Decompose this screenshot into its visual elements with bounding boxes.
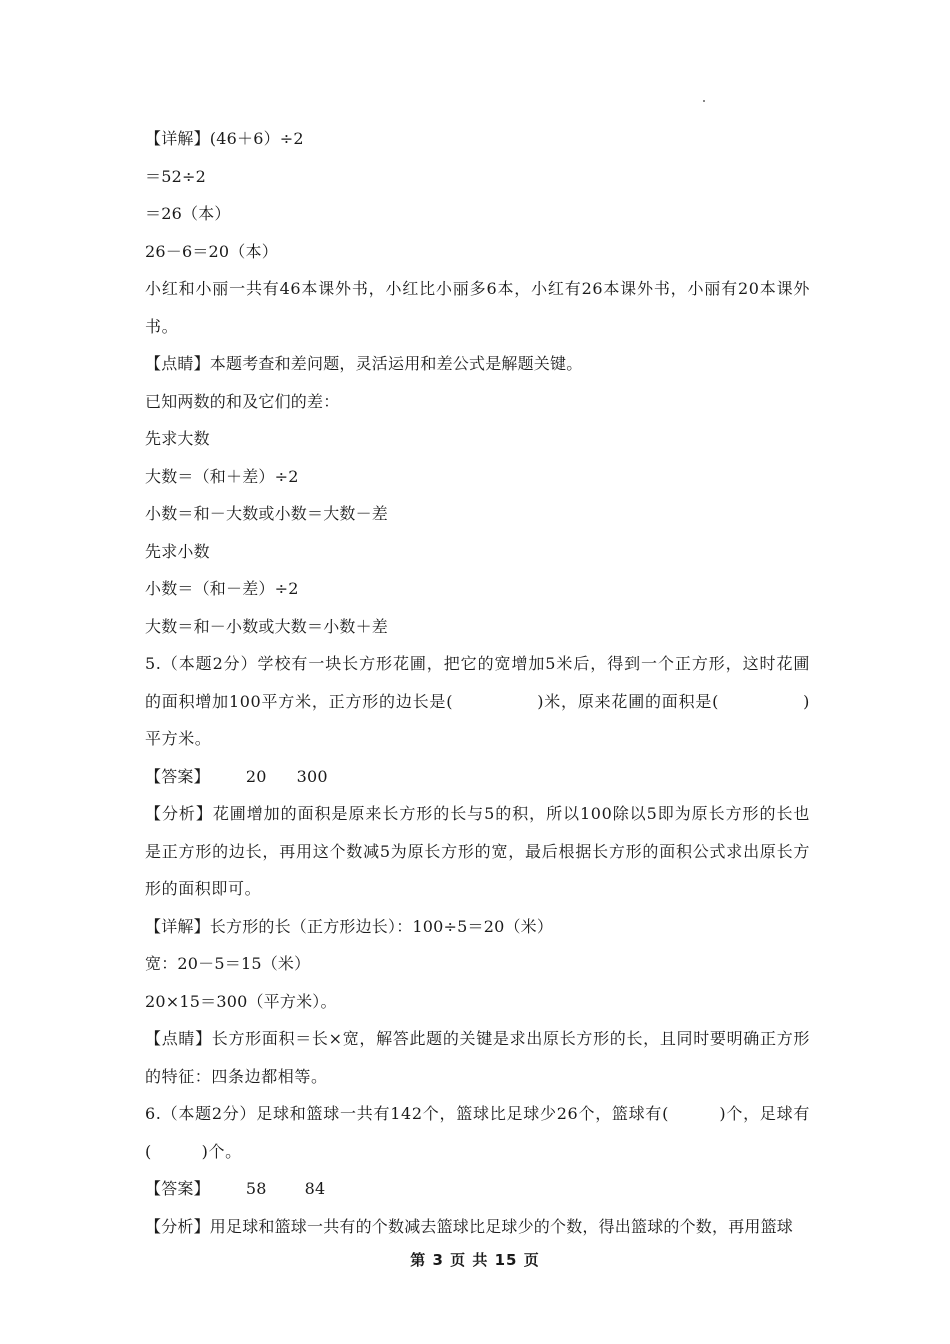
question-5: 5.（本题2分）学校有一块长方形花圃，把它的宽增加5米后，得到一个正方形，这时花圃的面积增加100平方米，正方形的边长是( )米，原来花圃的面积是( )平方米。 [145, 654, 810, 748]
answer-5-label: 【答案】 [145, 766, 210, 786]
page-content [145, 120, 810, 1245]
detail-line-2: ＝52÷2 [145, 166, 206, 186]
detail-5-line-1: 【详解】长方形的长（正方形边长）：100÷5＝20（米） [145, 916, 554, 936]
answer-5-value-1: 20 [245, 766, 267, 786]
formula-small-derived: 小数＝和－大数或小数＝大数－差 [145, 504, 389, 523]
formula-big: 大数＝（和＋差）÷2 [145, 466, 299, 486]
conclusion-paragraph: 小红和小丽一共有46本课外书，小红比小丽多6本，小红有26本课外书，小丽有20本课外书。 [145, 279, 810, 336]
formula-small: 小数＝（和－差）÷2 [145, 579, 299, 598]
detail-line-1: 【详解】(46＋6）÷2 [145, 129, 304, 148]
question-6: 6.（本题2分）足球和篮球一共有142个，篮球比足球少26个，篮球有( )个，足球有( )个。 [145, 1104, 810, 1161]
analysis-6: 【分析】用足球和篮球一共有的个数减去篮球比足球少的个数，得出篮球的个数，再用篮球 [145, 1216, 794, 1236]
answer-6 [145, 1170, 810, 1208]
answer-6-value-1: 58 [245, 1179, 267, 1198]
detail-5-line-3: 20×15＝300（平方米）。 [145, 991, 337, 1011]
stray-mark [703, 100, 705, 102]
answer-6-value-2: 84 [304, 1179, 326, 1198]
detail-5-line-2: 宽：20－5＝15（米） [145, 954, 311, 973]
note-line: 【点睛】本题考查和差问题，灵活运用和差公式是解题关键。 [145, 354, 583, 373]
answer-6-label: 【答案】 [145, 1179, 210, 1198]
formula-big-derived: 大数＝和－小数或大数＝小数＋差 [145, 616, 389, 636]
detail-line-3: ＝26（本） [145, 204, 231, 223]
answer-5-value-2: 300 [296, 766, 328, 786]
answer-5 [145, 758, 810, 796]
analysis-5: 【分析】花圃增加的面积是原来长方形的长与5的积，所以100除以5即为原长方形的长也是正方形的边长，再用这个数减5为原长方形的宽，最后根据长方形的面积公式求出原长方形的面积即可。 [145, 804, 810, 898]
detail-line-4: 26－6＝20（本） [145, 241, 278, 261]
formula-heading-small: 先求小数 [145, 541, 210, 561]
note-5: 【点睛】长方形面积＝长×宽，解答此题的关键是求出原长方形的长，且同时要明确正方形的特征：四条边都相等。 [145, 1029, 810, 1086]
page-footer: 第 3 页 共 15 页 [410, 1251, 540, 1269]
formula-intro: 已知两数的和及它们的差： [145, 391, 340, 411]
formula-heading-big: 先求大数 [145, 429, 210, 448]
